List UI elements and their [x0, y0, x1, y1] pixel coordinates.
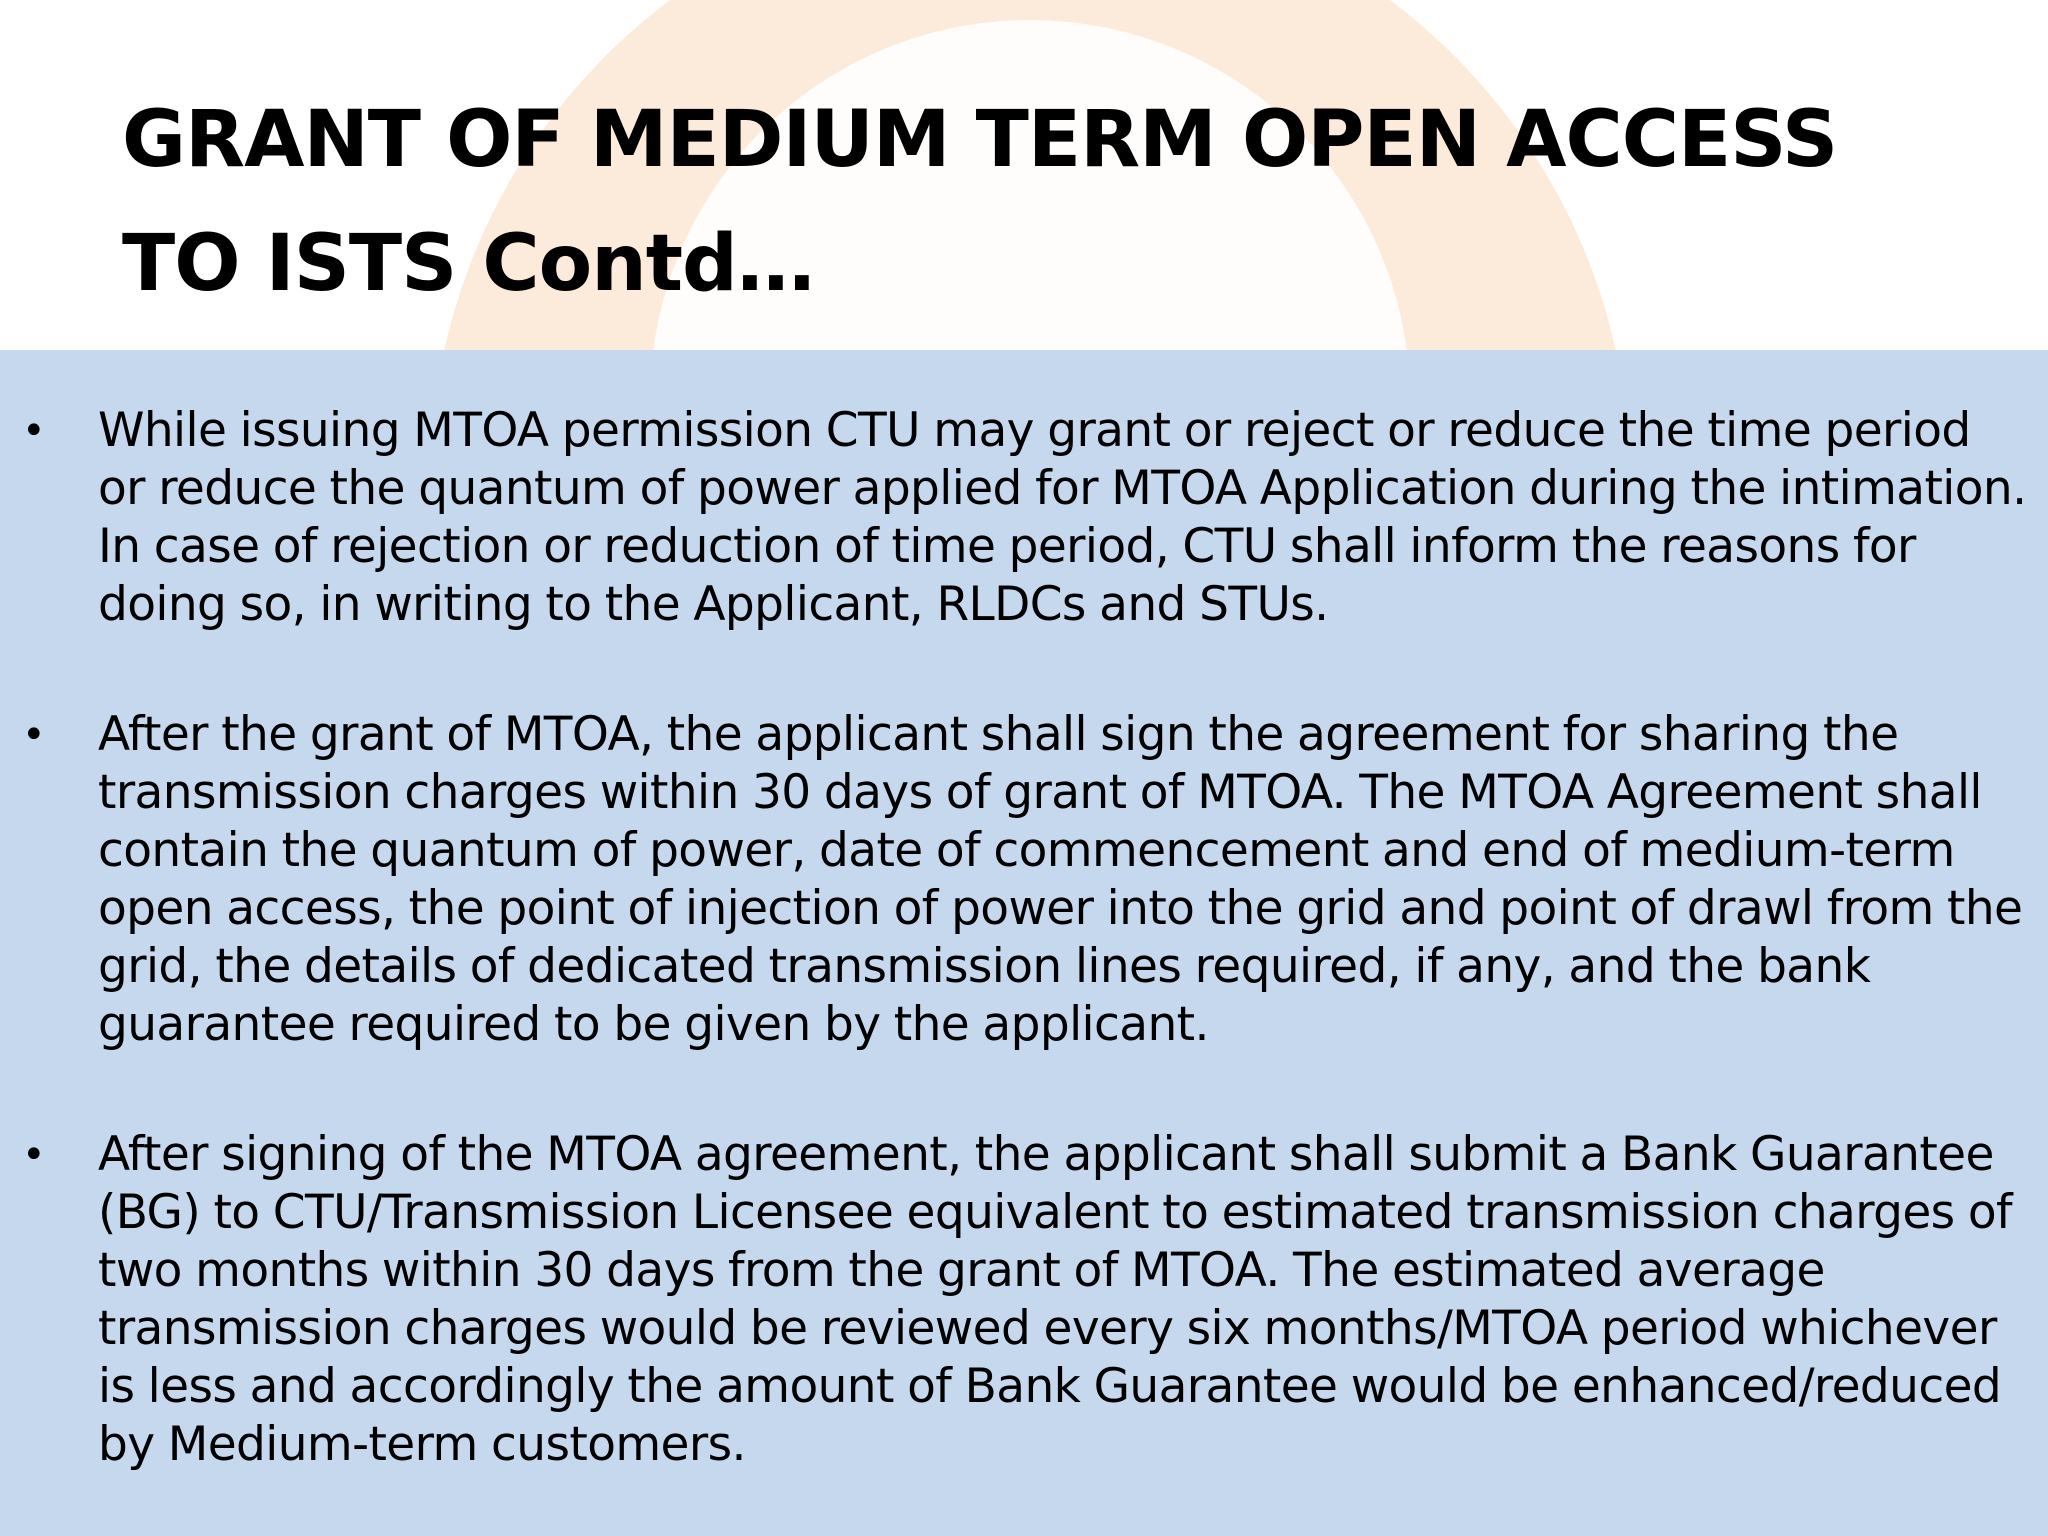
- bullet-item-1: [0, 402, 2048, 634]
- content-panel: [0, 350, 2048, 1536]
- bullet-marker: •: [22, 1132, 45, 1178]
- bullet-marker: •: [22, 712, 45, 758]
- bullet-text-1: While issuing MTOA permission CTU may grant or reject or reduce the time period or reduce the quantum of power applied for MTOA Application during the intimation. In case of rejection or reduction of time period, CTU shall inform the reasons for doing so, in writing to the Applicant, RLDCs and STUs.: [98, 403, 2027, 632]
- bullet-text-3: After signing of the MTOA agreement, the applicant shall submit a Bank Guarantee (BG) to CTU/Transmission Licensee equivalent to estimated transmission charges of two months within 30 days from the grant of MTOA. The estimated average transmission charges would be reviewed every six months/MTOA period whichever is less and accordingly the amount of Bank Guarantee would be enhanced/reduced by Medium-term customers.: [98, 1127, 2012, 1472]
- bullet-marker: •: [22, 408, 45, 454]
- bullet-item-3: [0, 1126, 2048, 1474]
- bullet-item-2: [0, 706, 2048, 1054]
- slide-title: [122, 78, 1942, 326]
- bullet-list: [0, 402, 2048, 1536]
- slide-header: [0, 0, 2048, 350]
- bullet-text-2: After the grant of MTOA, the applicant shall sign the agreement for sharing the transmission charges within 30 days of grant of MTOA. The MTOA Agreement shall contain the quantum of power, date of commencement and end of medium-term open access, the point of injection of power into the grid and point of drawl from the grid, the details of dedicated transmission lines required, if any, and the bank guarantee required to be given by the applicant.: [98, 707, 2023, 1052]
- slide-title-line-2: TO ISTS Contd…: [122, 219, 814, 309]
- slide-title-line-1: GRANT OF MEDIUM TERM OPEN ACCESS: [122, 95, 1838, 185]
